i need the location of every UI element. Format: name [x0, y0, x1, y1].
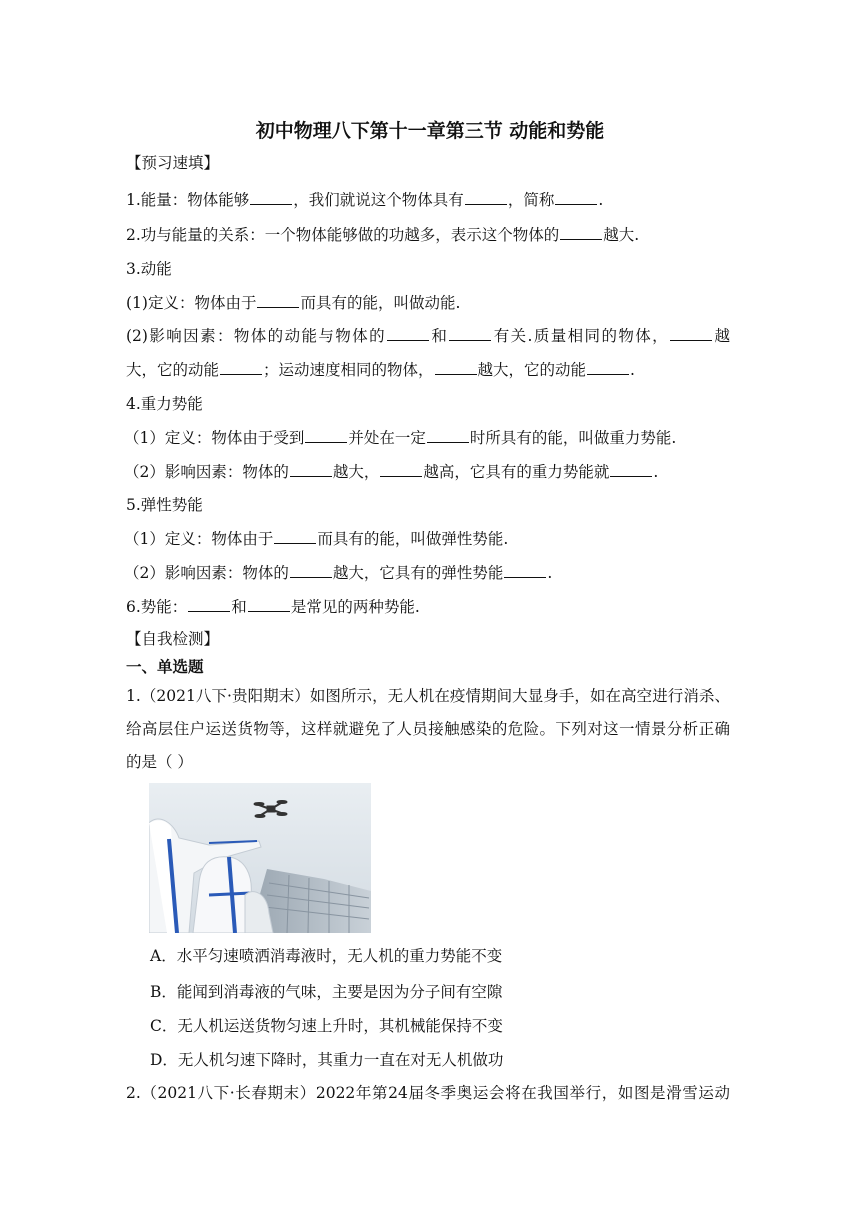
item-3-2-cont: 大，它的动能 ；运动速度相同的物体， 越大，它的动能 . [126, 361, 635, 379]
question-1-line-2: 给高层住户运送货物等，这样就避免了人员接触感染的危险。下列对这一情景分析正确 [126, 720, 730, 738]
fill-blank [587, 359, 629, 375]
fill-blank [257, 292, 299, 308]
fill-blank [305, 427, 347, 443]
fill-blank [449, 325, 491, 341]
item-1: 1.能量：物体能够 ，我们就说这个物体具有 ，简称 . [126, 191, 604, 209]
item-5-2: （2）影响因素：物体的 越大，它具有的弹性势能 . [124, 564, 553, 582]
item-6: 6.势能： 和 是常见的两种势能. [126, 598, 420, 616]
item-4-2: （2）影响因素：物体的 越大， 越高，它具有的重力势能就 . [124, 463, 659, 481]
fill-blank [220, 359, 262, 375]
section-check-heading: 【自我检测】 [126, 630, 220, 648]
option-c: C．无人机运送货物匀速上升时，其机械能保持不变 [150, 1017, 503, 1035]
question-2-line-1: 2.（2021八下·长春期末）2022年第24届冬季奥运会将在我国举行，如图是滑雪运动 [126, 1084, 730, 1102]
item-5-1: （1）定义：物体由于 而具有的能，叫做弹性势能. [124, 530, 509, 548]
section-single-choice-heading: 一、单选题 [126, 658, 204, 676]
item-5: 5.弹性势能 [126, 496, 203, 514]
fill-blank [248, 596, 290, 612]
fill-blank [504, 562, 546, 578]
fill-blank [380, 461, 422, 477]
fill-blank [290, 461, 332, 477]
item-3-1: (1)定义：物体由于 而具有的能，叫做动能. [126, 294, 461, 312]
item-4: 4.重力势能 [126, 395, 203, 413]
section-preview-heading: 【预习速填】 [126, 154, 220, 172]
question-1-line-1: 1.（2021八下·贵阳期末）如图所示，无人机在疫情期间大显身手，如在高空进行消杀、 [126, 687, 730, 705]
fill-blank [560, 224, 602, 240]
option-b: B．能闻到消毒液的气味，主要是因为分子间有空隙 [150, 983, 503, 1001]
fill-blank [387, 325, 429, 341]
fill-blank [610, 461, 652, 477]
option-d: D．无人机匀速下降时，其重力一直在对无人机做功 [150, 1051, 504, 1069]
fill-blank [435, 359, 477, 375]
option-a: A．水平匀速喷洒消毒液时，无人机的重力势能不变 [150, 947, 503, 965]
item-2: 2.功与能量的关系：一个物体能够做的功越多，表示这个物体的 越大. [126, 226, 640, 244]
fill-blank [427, 427, 469, 443]
fill-blank [465, 189, 507, 205]
drone-photo [149, 783, 371, 933]
fill-blank [555, 189, 597, 205]
item-3-2: (2)影响因素：物体的动能与物体的 和 有关.质量相同的物体， 越 [126, 327, 730, 345]
fill-blank [250, 189, 292, 205]
fill-blank [290, 562, 332, 578]
fill-blank [670, 325, 712, 341]
question-1-line-3: 的是（ ） [126, 753, 193, 771]
page-title: 初中物理八下第十一章第三节 动能和势能 [255, 120, 605, 142]
item-4-1: （1）定义：物体由于受到 并处在一定 时所具有的能，叫做重力势能. [124, 429, 677, 447]
fill-blank [188, 596, 230, 612]
fill-blank [274, 528, 316, 544]
item-3: 3.动能 [126, 260, 172, 278]
